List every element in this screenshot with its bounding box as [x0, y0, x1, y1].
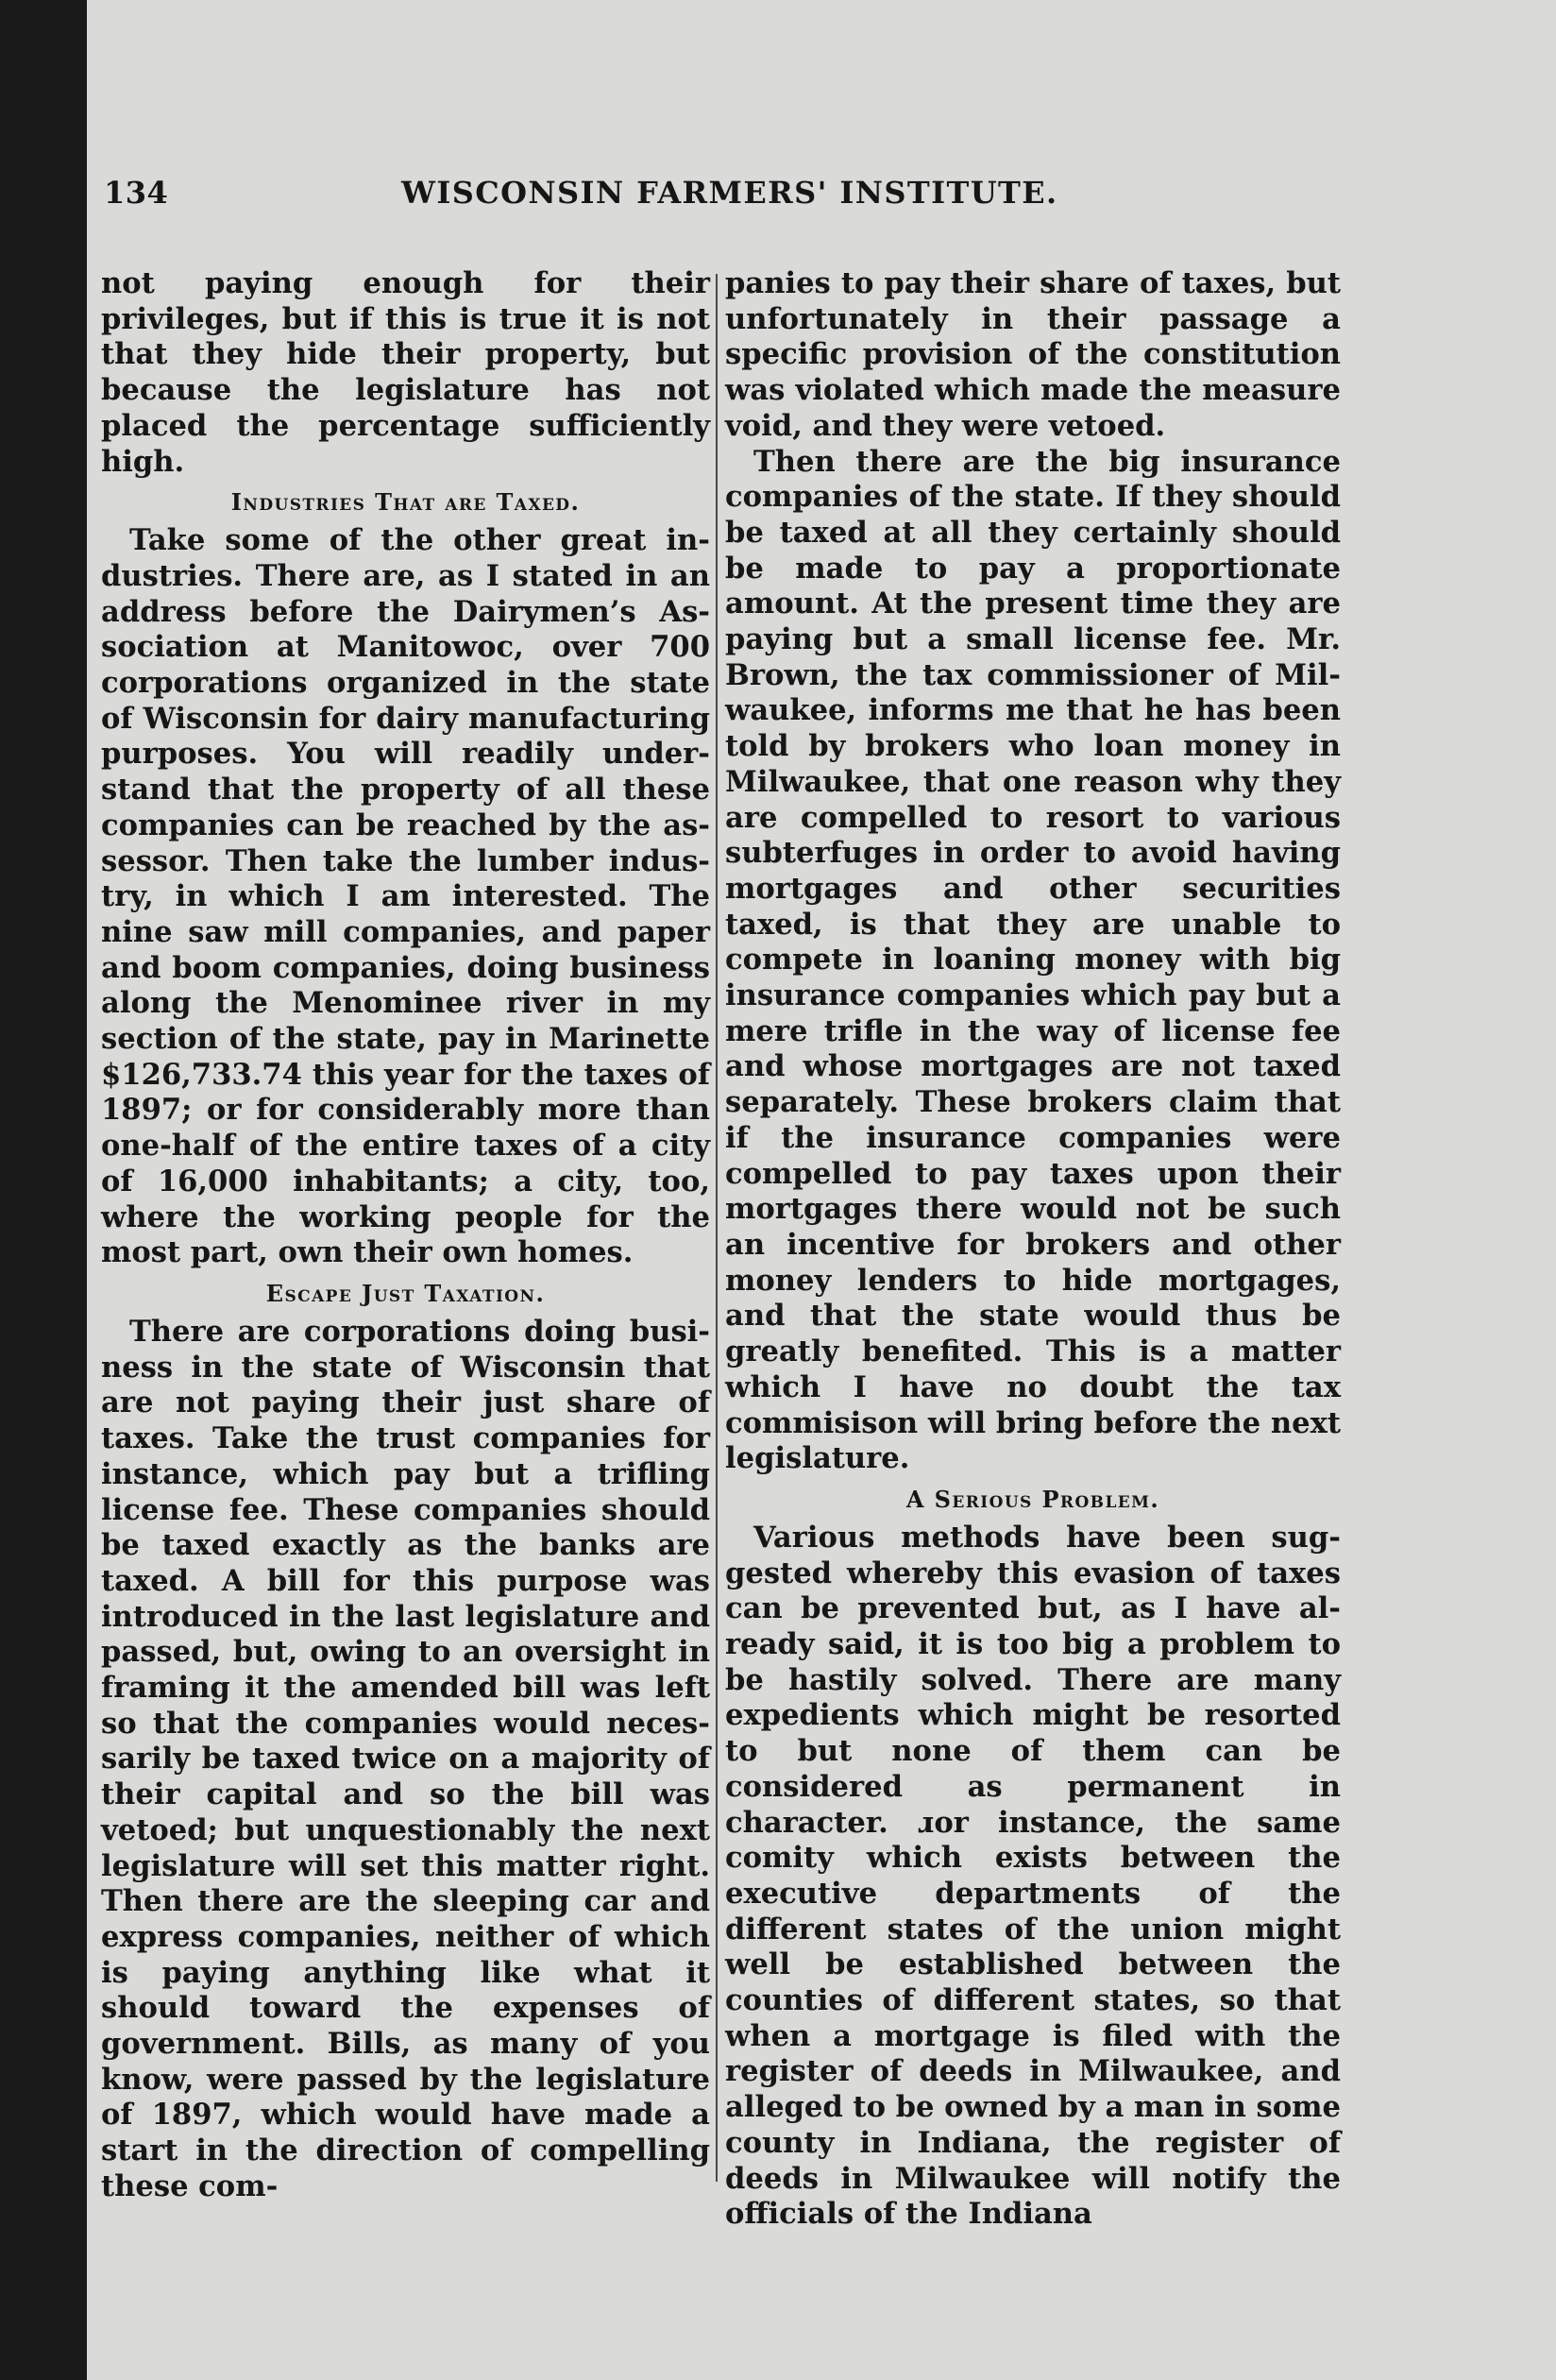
paragraph-corporations: There are corporations doing business in the state of Wisconsin that are not paying their just share of taxes. Take the trust companies for instance, which pay but a trifling license fee. These companies should be taxed exactly as the banks are taxed. A bill for this purpose was introduced in the last legislature and passed, but, owing to an oversight in framing it the amended bill was left so that the companies would necessarily be taxed twice on a majority of their capital and so the bill was vetoed; but unquestionably the next legislature will set this matter right. Then there are the sleeping car and express companies, neither of which is paying anything like what it should toward the expenses of government. Bills, as many of you know, were passed by the legislature of 1897, which would have made a start in the direction of compelling these com- [101, 1314, 710, 2203]
column-rule [716, 274, 718, 2182]
paragraph-industries: Take some of the other great industries. There are, as I stated in an address before the Dairymen’s Association at Manitowoc, over 700 corporations organized in the state of Wisconsin for dairy manufacturing purposes. You will readily understand that the property of all these companies can be reached by the assessor. Then take the lumber industry, in which I am interested. The nine saw mill companies, and paper and boom companies, doing business along the Menominee river in my section of the state, pay in Marinette $126,733.74 this year for the taxes of 1897; or for considerably more than one-half of the entire taxes of a city of 16,000 inhabitants; a city, too, where the working people for the most part, own their own homes. [101, 523, 710, 1270]
right-column [725, 266, 1341, 2233]
running-head: WISCONSIN FARMERS' INSTITUTE. [401, 175, 1058, 211]
paragraph-methods: Various methods have been suggested whereby this evasion of taxes can be prevented but, as I have already said, it is too big a problem to be hastily solved. There are many expedients which might be resorted to but none of them can be considered as permanent in character. ɹor instance, the same comity which exists between the executive departments of the different states of the union might well be established between the counties of different states, so that when a mortgage is filed with the register of deeds in Milwaukee, and alleged to be owned by a man in some county in Indiana, the register of deeds in Milwaukee will notify the officials of the Indiana [725, 1520, 1341, 2232]
section-heading-escape: Escape Just Taxation. [265, 1279, 546, 1307]
section-heading-problem: A Serious Problem. [905, 1485, 1160, 1513]
paragraph-continued: panies to pay their share of taxes, but unfortunately in their passage a specific provision of the constitution was violated which made the measure void, and they were vetoed. [725, 266, 1341, 443]
section-heading-industries: Industries That are Taxed. [230, 488, 581, 517]
page-number: 134 [104, 175, 169, 211]
paragraph-continued: not paying enough for their privileges, but if this is true it is not that they hide their property, but because the legislature has not placed the percentage sufficiently high. [101, 266, 710, 479]
left-column [101, 266, 710, 2205]
paragraph-insurance: Then there are the big insurance companies of the state. If they should be taxed at all they certainly should be made to pay a proportionate amount. At the present time they are paying but a small license fee. Mr. Brown, the tax commissioner of Milwaukee, informs me that he has been told by brokers who loan money in Milwaukee, that one reason why they are compelled to resort to various subterfuges in order to avoid having mortgages and other securities taxed, is that they are unable to compete in loaning money with big insurance companies which pay but a mere trifle in the way of license fee and whose mortgages are not taxed separately. These brokers claim that if the insurance companies were compelled to pay taxes upon their mortgages there would not be such an incentive for brokers and other money lenders to hide mortgages, and that the state would thus be greatly benefited. This is a matter which I have no doubt the tax commisison will bring before the next legislature. [725, 444, 1341, 1476]
